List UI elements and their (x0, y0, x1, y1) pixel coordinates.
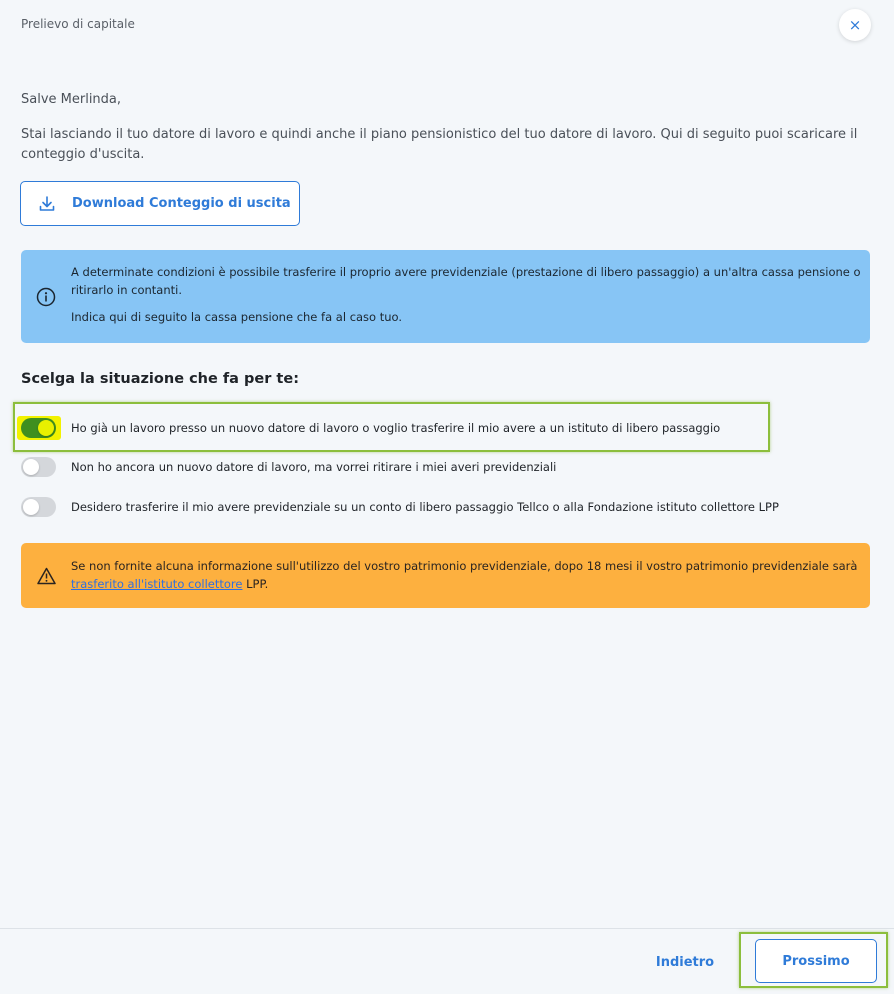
download-icon (38, 195, 56, 213)
option-label: Desidero trasferire il mio avere previdenziale su un conto di libero passaggio Tellco o alla Fondazione istituto collettore LPP (71, 500, 779, 514)
warning-box (21, 543, 870, 608)
toggle-knob (38, 420, 54, 436)
footer-divider (0, 928, 894, 929)
info-text-instruction: Indica qui di seguito la cassa pensione che fa al caso tuo. (71, 310, 403, 324)
info-box (21, 250, 870, 343)
section-title: Scelga la situazione che fa per te: (21, 371, 299, 387)
close-button[interactable] (839, 9, 871, 41)
next-button[interactable]: Prossimo (755, 939, 877, 983)
toggle-knob (23, 459, 39, 475)
toggle-switch[interactable] (21, 418, 56, 438)
option-label: Non ho ancora un nuovo datore di lavoro, ma vorrei ritirare i miei averi previdenziali (71, 460, 557, 474)
download-button-label: Download Conteggio di uscita (72, 196, 291, 211)
toggle-knob (23, 499, 39, 515)
toggle-switch[interactable] (21, 497, 56, 517)
info-icon (36, 287, 56, 307)
close-icon: × (848, 16, 862, 34)
intro-text: Stai lasciando il tuo datore di lavoro e quindi anche il piano pensionistico del tuo datore di lavoro. Qui di seguito puoi scaricare il conteggio d'uscita. (21, 127, 858, 162)
greeting: Salve Merlinda, (21, 92, 122, 107)
warning-icon (37, 567, 56, 585)
option-new-employer[interactable] (21, 416, 881, 440)
warning-text (71, 557, 861, 593)
option-label: Ho già un lavoro presso un nuovo datore di lavoro o voglio trasferire il mio avere a un istituto di libero passaggio (71, 421, 721, 435)
warning-text-after: LPP. (242, 577, 269, 591)
info-text-conditions: A determinate condizioni è possibile trasferire il proprio avere previdenziale (prestazione di libero passaggio) a un'altra cassa pensione o ritirarlo in contanti. (71, 265, 861, 297)
option-tellco-transfer[interactable] (21, 495, 881, 519)
back-button[interactable]: Indietro (655, 954, 715, 970)
toggle-switch[interactable] (21, 457, 56, 477)
option-withdraw[interactable] (21, 455, 881, 479)
warning-text-before: Se non fornite alcuna informazione sull'utilizzo del vostro patrimonio previdenziale, dopo 18 mesi il vostro patrimonio previdenziale sarà (71, 559, 858, 573)
collector-institution-link[interactable]: trasferito all'istituto collettore (71, 577, 243, 591)
download-exit-statement-button[interactable] (20, 181, 300, 226)
modal-title: Prelievo di capitale (21, 17, 135, 31)
